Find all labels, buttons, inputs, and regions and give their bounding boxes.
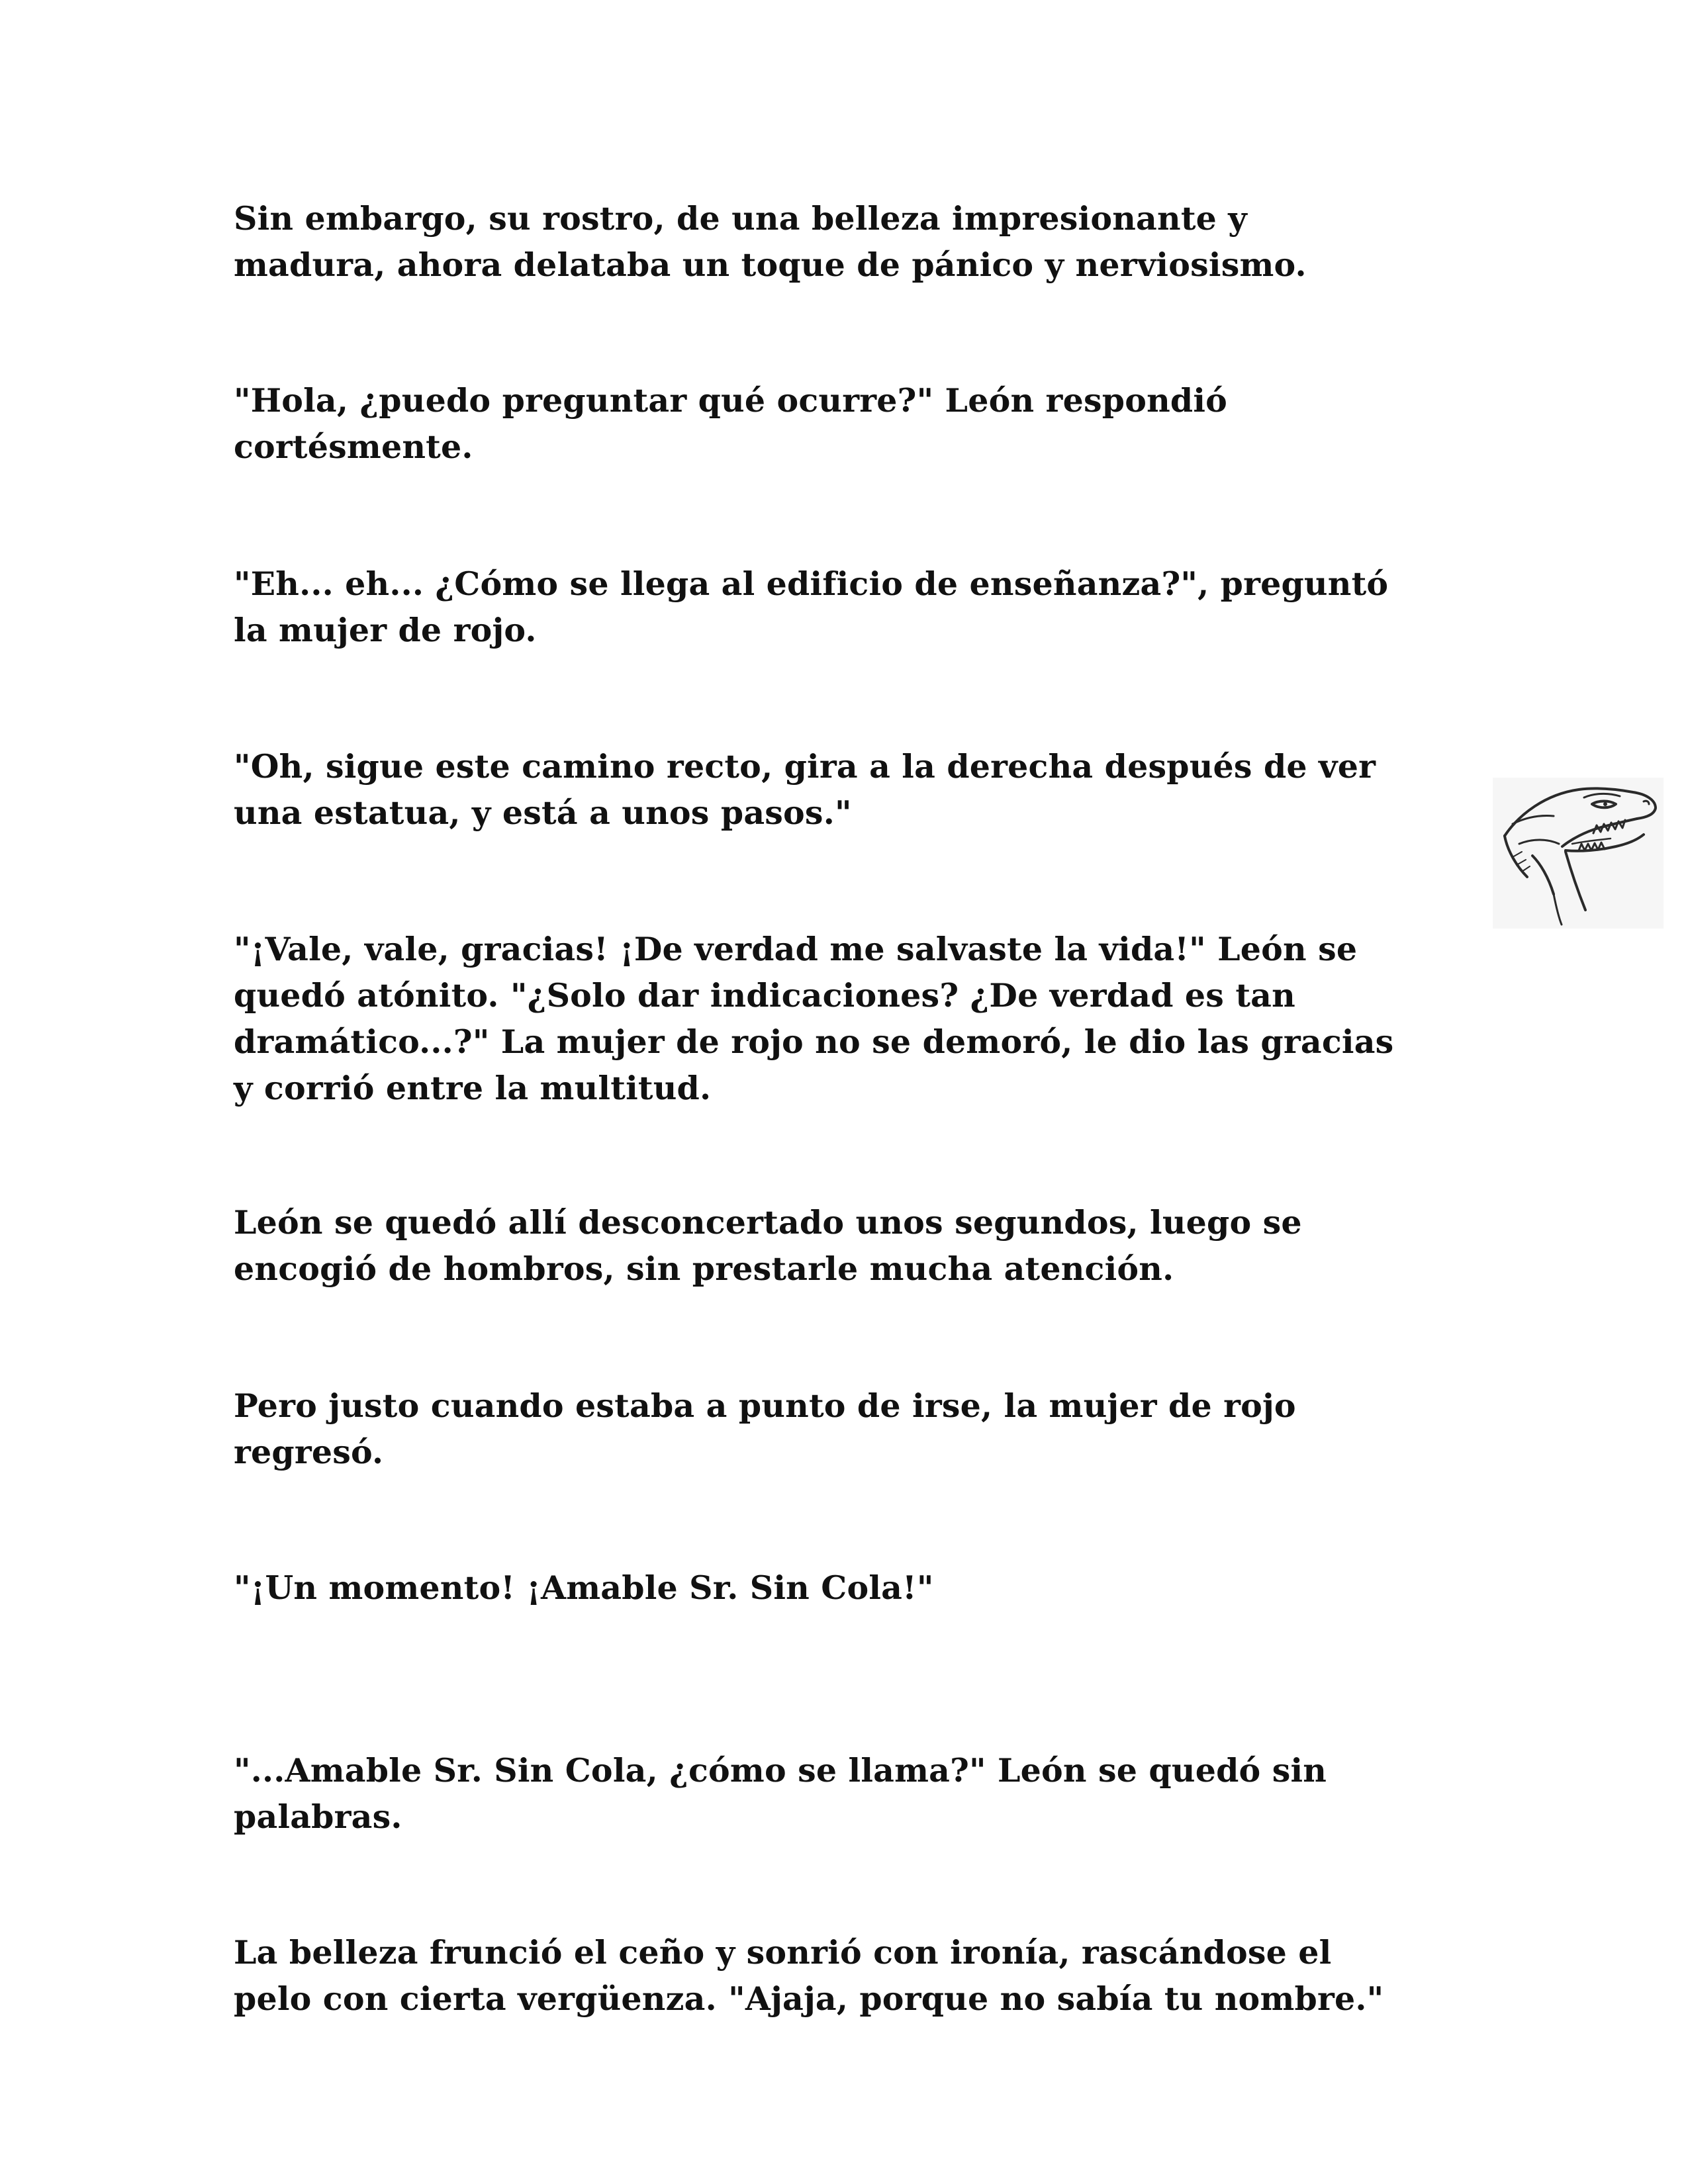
paragraph-line: palabras. bbox=[234, 1797, 402, 1836]
paragraph-line: encogió de hombros, sin prestarle mucha atención. bbox=[234, 1250, 1174, 1288]
paragraph-line: León se quedó allí desconcertado unos segundos, luego se bbox=[234, 1203, 1302, 1242]
paragraph-3 bbox=[234, 561, 1491, 653]
paragraph-line: "¡Vale, vale, gracias! ¡De verdad me salvaste la vida!" León se bbox=[234, 930, 1358, 968]
paragraph-4 bbox=[234, 743, 1491, 836]
paragraph-line: La belleza frunció el ceño y sonrió con ironía, rascándose el bbox=[234, 1933, 1332, 1972]
paragraph-line: pelo con cierta vergüenza. "Ajaja, porque no sabía tu nombre." bbox=[234, 1979, 1384, 2018]
dinosaur-head-icon bbox=[1493, 778, 1664, 929]
paragraph-line: quedó atónito. "¿Solo dar indicaciones? ¿De verdad es tan bbox=[234, 976, 1295, 1015]
paragraph-7 bbox=[234, 1383, 1491, 1475]
paragraph-line: cortésmente. bbox=[234, 428, 473, 466]
paragraph-line: regresó. bbox=[234, 1433, 384, 1471]
paragraph-line: la mujer de rojo. bbox=[234, 611, 537, 649]
paragraph-line: "Hola, ¿puedo preguntar qué ocurre?" León respondió bbox=[234, 381, 1228, 420]
paragraph-line: madura, ahora delataba un toque de pánico y nerviosismo. bbox=[234, 246, 1307, 284]
paragraph-line: "Eh... eh... ¿Cómo se llega al edificio de enseñanza?", preguntó bbox=[234, 565, 1389, 603]
paragraph-line: "...Amable Sr. Sin Cola, ¿cómo se llama?" León se quedó sin bbox=[234, 1751, 1327, 1790]
paragraph-line: "¡Un momento! ¡Amable Sr. Sin Cola!" bbox=[234, 1569, 934, 1607]
paragraph-5 bbox=[234, 926, 1491, 1111]
paragraph-6 bbox=[234, 1199, 1491, 1292]
paragraph-1 bbox=[234, 195, 1491, 288]
paragraph-8 bbox=[234, 1565, 1491, 1611]
paragraph-line: una estatua, y está a unos pasos." bbox=[234, 794, 852, 832]
paragraph-line: Pero justo cuando estaba a punto de irse, la mujer de rojo bbox=[234, 1387, 1296, 1425]
paragraph-2 bbox=[234, 377, 1491, 470]
paragraph-line: y corrió entre la multitud. bbox=[234, 1069, 712, 1107]
paragraph-line: "Oh, sigue este camino recto, gira a la derecha después de ver bbox=[234, 747, 1376, 786]
paragraph-line: Sin embargo, su rostro, de una belleza impresionante y bbox=[234, 199, 1247, 238]
paragraph-line: dramático...?" La mujer de rojo no se demoró, le dio las gracias bbox=[234, 1023, 1394, 1061]
paragraph-10 bbox=[234, 1929, 1491, 2022]
paragraph-9 bbox=[234, 1747, 1491, 1840]
